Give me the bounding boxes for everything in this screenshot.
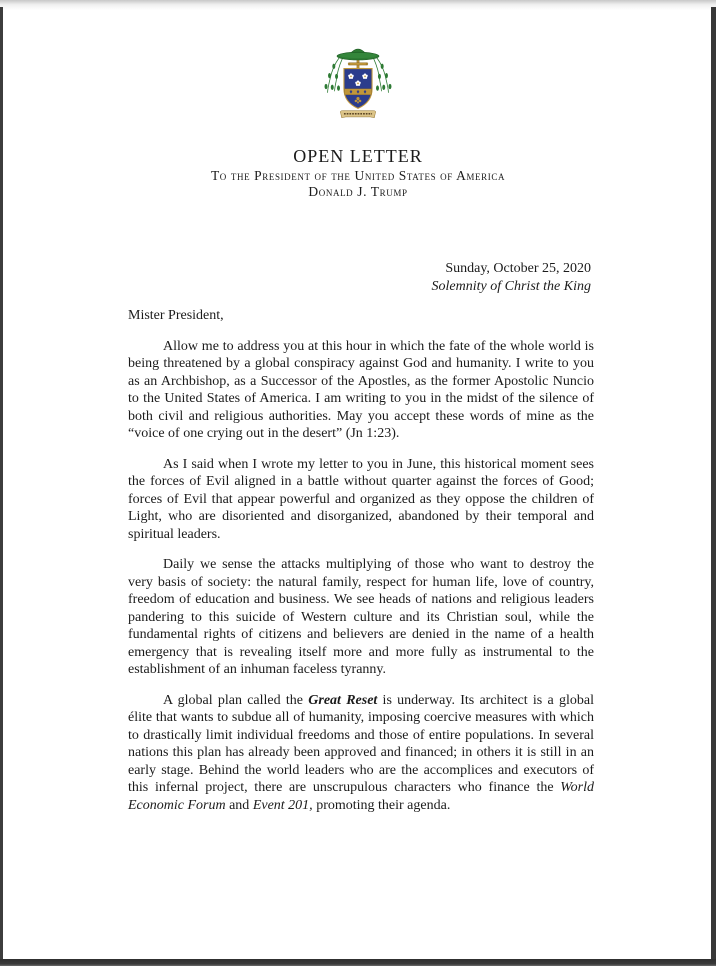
text-segment: Great Reset bbox=[308, 692, 378, 708]
salutation: Mister President, bbox=[128, 308, 224, 323]
letter-paragraph-1 bbox=[128, 338, 594, 443]
text-segment: Daily we sense the attacks multiplying of those who want to destroy the very basis of society: the natural family, respect for human life, love of country, freedom of education and business. We see heads of nations and religious leaders pandering to this suicide of Western culture and its Christian soul, while the fundamental rights of citizens and believers are denied in the name of a health emergency that is revealing itself more and more fully as instrumental to the establishment of an inhuman faceless tyranny. bbox=[128, 557, 594, 677]
letter-title: OPEN LETTER bbox=[293, 146, 423, 166]
text-segment: Event 201, bbox=[252, 797, 313, 813]
dateline bbox=[128, 260, 591, 295]
letter-paragraph-4 bbox=[128, 692, 594, 815]
letter-heading bbox=[0, 146, 716, 199]
letter-feast-day: Solemnity of Christ the King bbox=[431, 278, 591, 294]
text-segment: and bbox=[225, 797, 253, 813]
galero-icon bbox=[337, 49, 379, 60]
text-segment: is underway. Its architect is a global élite that wants to subdue all of humanity, imposing coercive measures with which to drastically limit individual freedoms and those of entire populations. In several nations this plan has already been approved and financed; in others it is still in an early stage. Behind the world leaders who are the accomplices and executors of this infernal project, there are unscrupulous characters who finance the bbox=[128, 692, 594, 795]
text-segment: Allow me to address you at this hour in which the fate of the whole world is being threatened by a global conspiracy against God and humanity. I write to you as an Archbishop, as a Successor of the Apostles, as the former Apostolic Nuncio to the United States of America. I am writing to you in the midst of the silence of both civil and religious authorities. May you accept these words of mine as the “voice of one crying out in the desert” (Jn 1:23). bbox=[128, 338, 594, 441]
letter-subtitle-name: Donald J. Trump bbox=[308, 183, 408, 199]
text-segment: World Economic Forum bbox=[128, 780, 594, 813]
letter-paragraph-3 bbox=[128, 556, 594, 679]
letter-body bbox=[128, 307, 594, 827]
text-segment: A global plan called the bbox=[163, 692, 309, 708]
text-segment: As I said when I wrote my letter to you in June, this historical moment sees the forces of Evil aligned in a battle without quarter against the forces of Good; forces of Evil that appear powerful and organized as they oppose the children of Light, who are disoriented and disorganized, abandoned by their temporal and spiritual leaders. bbox=[128, 456, 594, 542]
motto-scroll bbox=[340, 111, 375, 118]
page-edge-top bbox=[0, 0, 716, 10]
letter-paragraph-2 bbox=[128, 456, 594, 544]
episcopal-coat-of-arms-icon bbox=[319, 42, 397, 124]
shield-icon bbox=[344, 69, 372, 109]
letter-date: Sunday, October 25, 2020 bbox=[445, 261, 591, 276]
letter-subtitle-recipient: To the President of the United States of America bbox=[210, 168, 506, 183]
page-edge-bottom bbox=[0, 959, 716, 966]
text-segment: promoting their agenda. bbox=[312, 797, 451, 813]
